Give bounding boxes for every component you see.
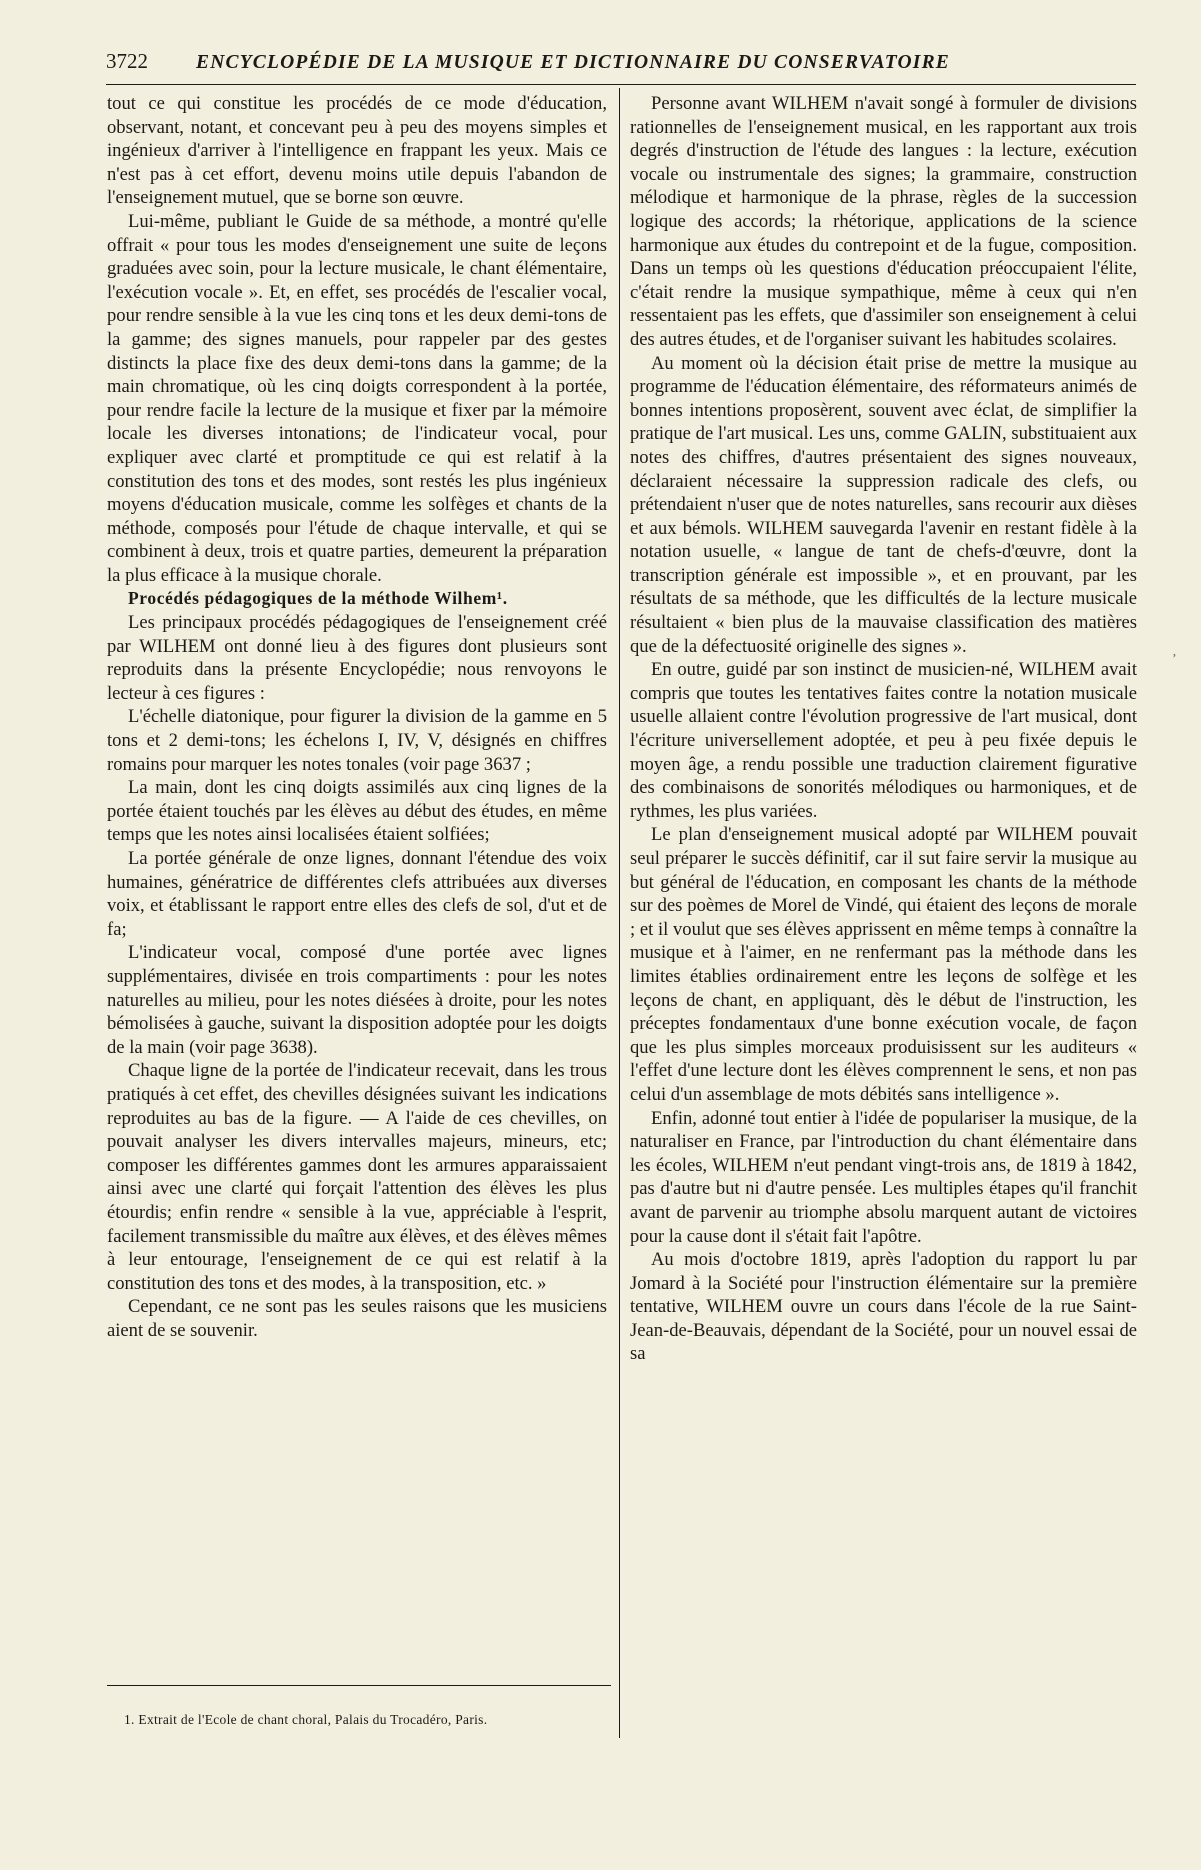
margin-speck: ʼ (1172, 652, 1177, 667)
paragraph: L'indicateur vocal, composé d'une portée avec lignes supplémentaires, divisée en trois compartiments : pour les notes naturelles au milieu, pour les notes diésées à droite, pour les notes bémolisées à gauche, suivant la disposition adoptée pour les doigts de la main (voir page 3638). (107, 942, 607, 1058)
page-header (106, 49, 1130, 79)
paragraph: Au mois d'octobre 1819, après l'adoption du rapport lu par Jomard à la Société pour l'instruction élémentaire sur la première tentative, WILHEM ouvre un cours dans l'école de la rue Saint-Jean-de-Beauvais, dépendant de la Société, pour un nouvel essai de sa (630, 1249, 1137, 1365)
left-column (107, 92, 607, 1342)
paragraph: Cependant, ce ne sont pas les seules raisons que les musiciens aient de se souvenir. (107, 1296, 607, 1341)
paragraph: Enfin, adonné tout entier à l'idée de populariser la musique, de la naturaliser en France, par l'introduction du chant élémentaire dans les écoles, WILHEM n'eut pendant vingt-trois ans, de 1819 à 1842, pas d'autre but ni d'autre pensée. Les multiples étapes qu'il franchit avant de parvenir au triomphe absolu marquent autant de victoires pour la cause dont il s'était fait l'apôtre. (630, 1107, 1137, 1247)
column-divider (619, 88, 620, 1738)
paragraph: La main, dont les cinq doigts assimilés aux cinq lignes de la portée étaient touchés par les élèves au début des études, en même temps que les notes ainsi localisées étaient solfiées; (107, 777, 607, 846)
paragraph: Les principaux procédés pédagogiques de l'enseignement créé par WILHEM ont donné lieu à des figures dont plusieurs sont reproduits dans la présente Encyclopédie; nous renvoyons le lecteur à ces figures : (107, 612, 607, 704)
paragraph: L'échelle diatonique, pour figurer la division de la gamme en 5 tons et 2 demi-tons; les échelons I, IV, V, désignés en chiffres romains pour marquer les notes tonales (voir page 3637 ; (107, 706, 607, 775)
footnote-rule (107, 1685, 611, 1686)
paragraph: Chaque ligne de la portée de l'indicateur recevait, dans les trous pratiqués à cet effet, des chevilles désignées suivant les indications reproduites au bas de la figure. — A l'aide de ces chevilles, on pouvait analyser les divers intervalles majeurs, mineurs, etc; composer les différentes gammes dont les armures apparaissaient ainsi avec une clarté qui forçait l'attention des élèves les plus étourdis; enfin rendre « sensible à la vue, appréciable à l'esprit, facilement transmissible du maître aux élèves, et des élèves mêmes à leur entourage, l'enseignement de ce qui est relatif à la constitution des tons et des modes, à la transposition, etc. » (107, 1060, 607, 1294)
paragraph: Le plan d'enseignement musical adopté par WILHEM pouvait seul préparer le succès définitif, car il sut faire servir la musique au but général de l'éducation, en composant les chants de la méthode sur des poèmes de Morel de Vindé, qui étaient des leçons de morale ; et il voulut que ses élèves apprissent en même temps à connaître la musique et à l'aimer, en ne renfermant pas la méthode dans les limites établies ordinairement entre les leçons de solfège et les leçons de chant, en appliquant, dès le début de l'instruction, les préceptes fondamentaux d'une bonne exécution vocale, de façon que les plus simples morceaux produisissent sur les auditeurs « l'effet d'une lecture dont les élèves comprennent le sens, et non pas celui d'un assemblage de mots débités sans intelligence ». (630, 824, 1137, 1105)
paragraph: tout ce qui constitue les procédés de ce mode d'éducation, observant, notant, et concevant peu à peu des moyens simples et ingénieux d'arriver à l'intelligence en frappant les yeux. Mais ce n'est pas à cet effort, devenu moins utile depuis l'abandon de l'enseignement mutuel, que se borne son œuvre. (107, 93, 607, 209)
paragraph: En outre, guidé par son instinct de musicien-né, WILHEM avait compris que toutes les tentatives faites contre la notation musicale usuelle allaient contre l'évolution progressive de l'art musical, dont l'écriture universellement adoptée, et peu à peu fixée depuis le moyen âge, a rendu possible une traduction clairement figurative des combinaisons de sonorités mélodiques ou harmoniques, et de rythmes, les plus variées. (630, 659, 1137, 822)
right-column (630, 92, 1137, 1366)
section-heading: Procédés pédagogiques de la méthode Wilhem¹. (128, 588, 508, 609)
header-rule (106, 84, 1136, 85)
running-title: ENCYCLOPÉDIE DE LA MUSIQUE ET DICTIONNAIRE DU CONSERVATOIRE (196, 52, 951, 73)
paragraph: Lui-même, publiant le Guide de sa méthode, a montré qu'elle offrait « pour tous les modes d'enseignement une suite de leçons graduées avec soin, pour la lecture musicale, le chant élémentaire, l'exécution vocale ». Et, en effet, ses procédés de l'escalier vocal, pour rendre sensible à la vue les cinq tons et les deux demi-tons de la gamme; des signes manuels, pour rappeler par des gestes distincts la place fixe des deux demi-tons dans la gamme; de la main chromatique, où les cinq doigts correspondent à la portée, pour rendre facile la lecture de la musique et fixer par la mémoire locale les diverses intonations; de l'indicateur vocal, pour expliquer avec clarté et promptitude ce qui est relatif à la constitution des tons et des modes, sont restés les plus ingénieux moyens d'éducation musicale, comme les solfèges et chants de la méthode, composés pour l'étude de chaque intervalle, et qui se combinent à deux, trois et quatre parties, demeurent la préparation la plus efficace à la musique chorale. (107, 210, 607, 586)
page-number: 3722 (106, 49, 148, 73)
paragraph: Personne avant WILHEM n'avait songé à formuler de divisions rationnelles de l'enseignement musical, en les rapportant aux trois degrés d'instruction de l'étude des langues : la lecture, exécution vocale ou instrumentale des signes; la grammaire, construction mélodique et harmonique de la phrase, règles de la succession logique des accords; la rhétorique, applications de la science harmonique aux études du contrepoint et de la fugue, composition. Dans un temps où les questions d'éducation préoccupaient l'élite, c'était rendre la musique sympathique, même à ceux qui n'en ressentaient pas les effets, que d'assimiler son enseignement à celui des autres études, et de l'organiser suivant les habitudes scolaires. (630, 93, 1137, 350)
paragraph: Au moment où la décision était prise de mettre la musique au programme de l'éducation élémentaire, des réformateurs animés de bonnes intentions proposèrent, souvent avec éclat, de simplifier la pratique de l'art musical. Les uns, comme GALIN, substituaient aux notes des chiffres, d'autres présentaient des signes nouveaux, déclaraient nécessaire la suppression radicale des clefs, ou prétendaient n'user que de notes naturelles, sans recourir aux dièses et aux bémols. WILHEM sauvegarda l'avenir en restant fidèle à la notation usuelle, « langue de tant de chefs-d'œuvre, dont la transcription générale est impossible », et en prouvant, par les résultats de sa méthode, que les difficultés de la lecture musicale résultaient « bien plus de la mauvaise classification des matières que de la défectuosité originelle des signes ». (630, 352, 1137, 657)
paragraph: La portée générale de onze lignes, donnant l'étendue des voix humaines, génératrice de différentes clefs attribuées aux diverses voix, et établissant le rapport entre elles des clefs de sol, d'ut et de fa; (107, 848, 607, 940)
footnote: 1. Extrait de l'Ecole de chant choral, Palais du Trocadéro, Paris. (124, 1712, 488, 1727)
